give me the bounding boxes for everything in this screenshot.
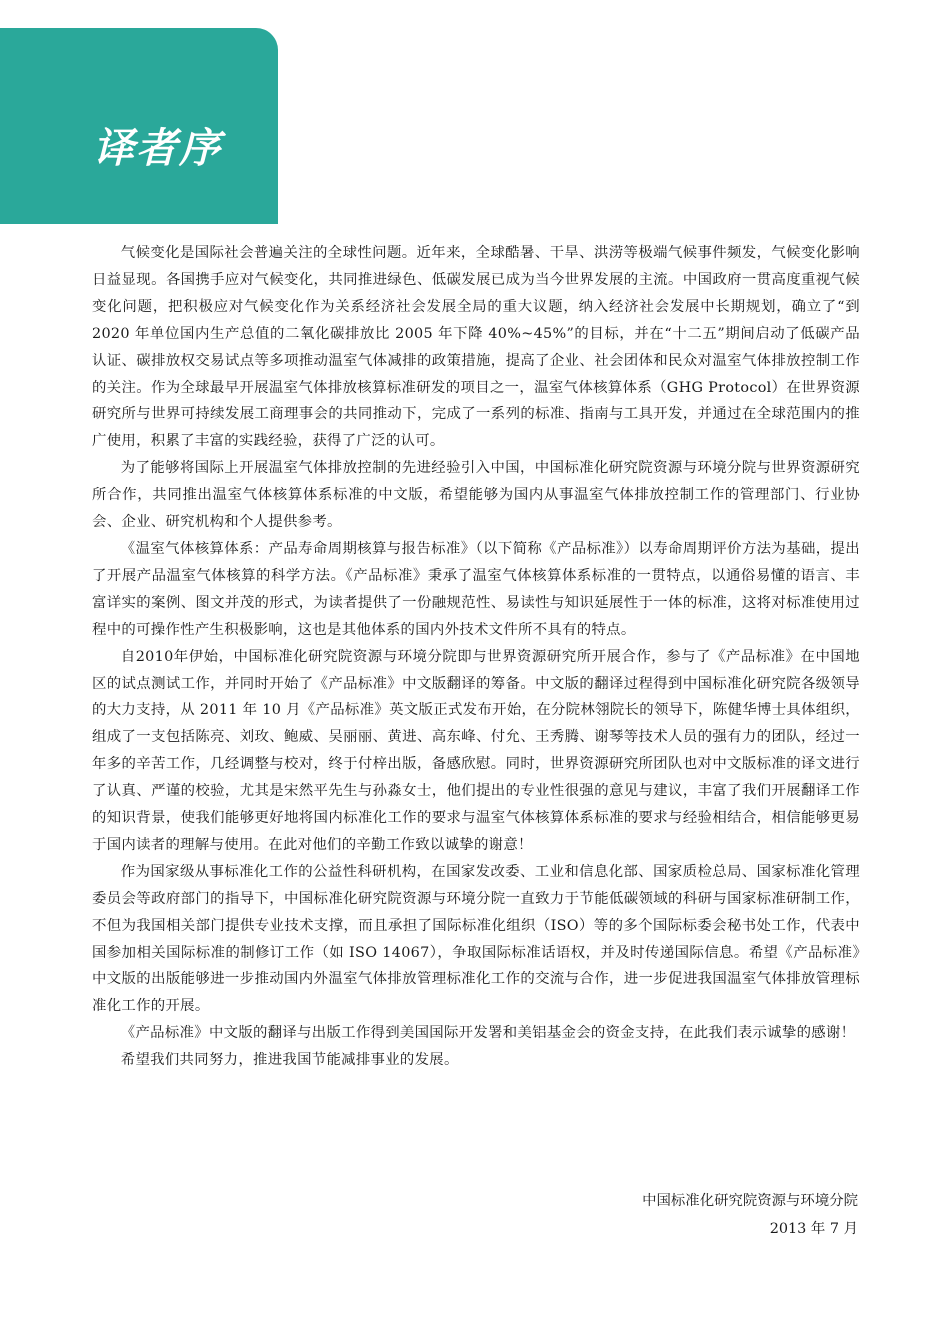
paragraph: 希望我们共同努力，推进我国节能减排事业的发展。 (120, 1052, 459, 1069)
signature-block (642, 1187, 858, 1243)
paragraph: 《温室气体核算体系：产品寿命周期核算与报告标准》（以下简称《产品标准》）以寿命周期评价方法为基础，提出了开展产品温室气体核算的科学方法。《产品标准》秉承了温室气体核算体系标准的一贯特点，以通俗易懂的语言、丰富详实的案例、图文并茂的形式，为读者提供了一份融规范性、易读性与知识延展性于一体的标准，这将对标准使用过程中的可操作性产生积极影响，这也是其他体系的国内外技术文件所不具有的特点。 (92, 540, 860, 638)
paragraph: 气候变化是国际社会普遍关注的全球性问题。近年来，全球酷暑、干旱、洪涝等极端气候事件频发，气候变化影响日益显现。各国携手应对气候变化，共同推进绿色、低碳发展已成为当今世界发展的主流。中国政府一贯高度重视气候变化问题，把积极应对气候变化作为关系经济社会发展全局的重大议题，纳入经济社会发展中长期规划，确立了“到 2020 年单位国内生产总值的二氧化碳排放比 2005 年下降 40%~45%”的目标，并在“十二五”期间启动了低碳产品认证、碳排放权交易试点等多项推动温室气体减排的政策措施，提高了企业、社会团体和民众对温室气体排放控制工作的关注。作为全球最早开展温室气体排放核算标准研发的项目之一，温室气体核算体系（GHG Protocol）在世界资源研究所与世界可持续发展工商理事会的共同推动下，完成了一系列的标准、指南与工具开发，并通过在全球范围内的推广使用，积累了丰富的实践经验，获得了广泛的认可。 (92, 245, 860, 450)
paragraph: 为了能够将国际上开展温室气体排放控制的先进经验引入中国，中国标准化研究院资源与环境分院与世界资源研究所合作，共同推出温室气体核算体系标准的中文版，希望能够为国内从事温室气体排放控制工作的管理部门、行业协会、企业、研究机构和个人提供参考。 (92, 460, 860, 531)
paragraph: 作为国家级从事标准化工作的公益性科研机构，在国家发改委、工业和信息化部、国家质检总局、国家标准化管理委员会等政府部门的指导下，中国标准化研究院资源与环境分院一直致力于节能低碳领域的科研与国家标准研制工作，不但为我国相关部门提供专业技术支撑，而且承担了国际标准化组织（ISO）等的多个国际标委会秘书处工作，代表中国参加相关国际标准的制修订工作（如 ISO 14067），争取国际标准话语权，并及时传递国际信息。希望《产品标准》中文版的出版能够进一步推动国内外温室气体排放管理标准化工作的交流与合作，进一步促进我国温室气体排放管理标准化工作的开展。 (92, 863, 860, 1015)
signature-date: 2013 年 7 月 (769, 1221, 858, 1237)
paragraph: 《产品标准》中文版的翻译与出版工作得到美国国际开发署和美铝基金会的资金支持，在此我们表示诚挚的感谢！ (120, 1025, 856, 1042)
paragraph: 自2010年伊始，中国标准化研究院资源与环境分院即与世界资源研究所开展合作，参与了《产品标准》在中国地区的试点测试工作，并同时开始了《产品标准》中文版翻译的筹备。中文版的翻译过程得到中国标准化研究院各级领导的大力支持，从 2011 年 10 月《产品标准》英文版正式发布开始，在分院林翎院长的领导下，陈健华博士具体组织，组成了一支包括陈亮、刘玫、鲍威、吴丽丽、黄进、高东峰、付允、王秀腾、谢琴等技术人员的强有力的团队，经过一年多的辛苦工作，几经调整与校对，终于付梓出版，备感欣慰。同时，世界资源研究所团队也对中文版标准的译文进行了认真、严谨的校验，尤其是宋然平先生与孙淼女士，他们提出的专业性很强的意见与建议，丰富了我们开展翻译工作的知识背景，使我们能够更好地将国内标准化工作的要求与温室气体核算体系标准的要求与经验相结合，相信能够更易于国内读者的理解与使用。在此对他们的辛勤工作致以诚挚的谢意！ (92, 648, 860, 853)
preface-body (92, 240, 860, 1074)
signature-organization: 中国标准化研究院资源与环境分院 (642, 1193, 858, 1209)
page-title: 译者序 (93, 124, 222, 172)
